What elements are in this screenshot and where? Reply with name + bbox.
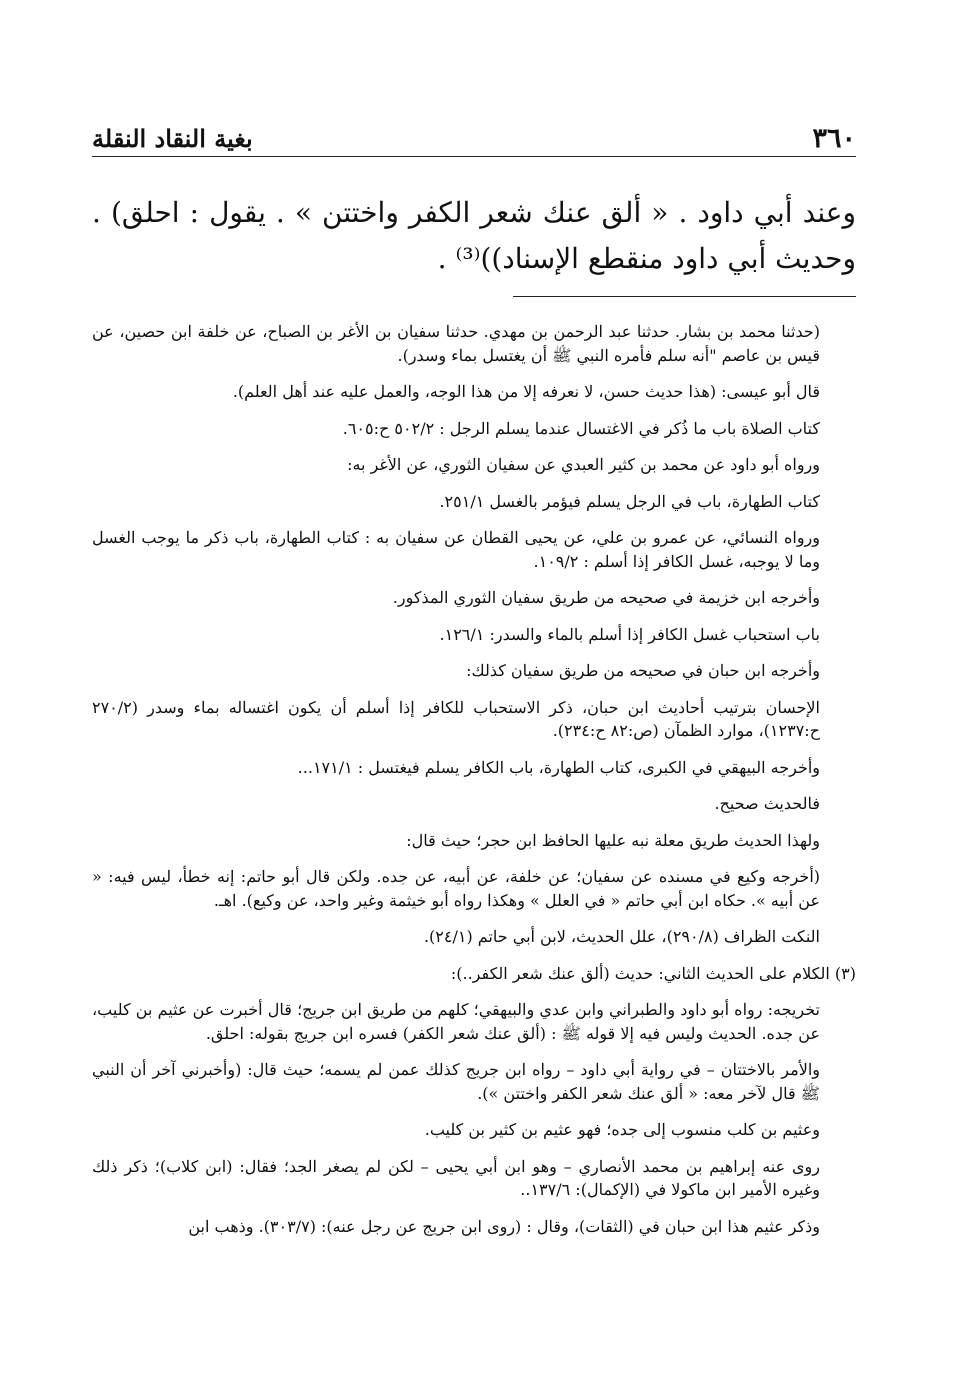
main-text: وعند أبي داود . « ألق عنك شعر الكفر واختتن » . يقول : احلق) . وحديث أبي داود منقطع الإسناد))⁽³⁾ . (92, 196, 856, 275)
footnote-paragraph: (أخرجه وكيع في مسنده عن سفيان؛ عن خلفة، عن أبيه، عن جده. ولكن قال أبو حاتم: إنه خطأ، ليس فيه: « عن أبيه ». حكاه ابن أبي حاتم « في العلل » وهكذا رواه أبو خيثمة وغير واحد، عن وكيع). اهـ. (92, 867, 821, 910)
footnote-paragraph: النكت الظراف (٢٩٠/٨)، علل الحديث، لابن أبي حاتم (٢٤/١). (423, 927, 820, 946)
footnote-paragraph: وذكر عثيم هذا ابن حبان في (الثقات)، وقال : (روى ابن جريج عن رجل عنه): (٣٠٣/٧). وذهب ابن (188, 1216, 820, 1236)
footnote-paragraph: وعثيم بن كلب منسوب إلى جده؛ فهو عثيم بن كثير بن كليب. (424, 1120, 820, 1139)
footnote-paragraph: تخريجه: رواه أبو داود والطبراني وابن عدي والبيهقي؛ كلهم من طريق ابن جريج؛ قال أخبرت عن عثيم بن كليب، عن جده. الحديث وليس فيه إلا قوله ﷺ : (ألق عنك شعر الكفر) فسره ابن جريج بقوله: احلق. (92, 1000, 820, 1043)
footnote-separator (513, 296, 856, 297)
footnote-paragraph: روى عنه إبراهيم بن محمد الأنصاري – وهو ابن أبي يحيى – لكن لم يصغر الجد؛ فقال: (ابن كلاب)؛ ذكر ذلك وغيره الأمير ابن ماكولا في (الإكمال): ١٣٧/٦.. (92, 1156, 820, 1199)
footnote-paragraph: الإحسان بترتيب أحاديث ابن حبان، ذكر الاستحباب للكافر إذا أسلم أن يكون اغتساله بماء وسدر (٢٧٠/٢ ح:١٢٣٧)، موارد الظمآن (ص:٨٢ ح:٢٣٤). (92, 697, 820, 740)
footnote-paragraph: وأخرجه البيهقي في الكبرى، كتاب الطهارة، باب الكافر يسلم فيغتسل : ١٧١/١... (297, 757, 820, 777)
footnote-paragraph: كتاب الصلاة باب ما ذُكر في الاغتسال عندما يسلم الرجل : ٥٠٢/٢ ح:٦٠٥. (342, 418, 820, 438)
footnote-paragraph: والأمر بالاختتان – في رواية أبي داود – رواه ابن جريج كذلك عمن لم يسمه؛ حيث قال: (وأخبرني آخر أن النبي ﷺ قال لآخر معه: « ألق عنك شعر الكفر واختتن »). (92, 1060, 820, 1103)
page-number: ٣٦٠ (812, 123, 856, 154)
page-header (92, 116, 856, 157)
footnote-paragraph: كتاب الطهارة، باب في الرجل يسلم فيؤمر بالغسل ٢٥١/١. (439, 491, 820, 511)
footnote-3-heading: الكلام على الحديث الثاني: حديث (ألق عنك شعر الكفر..): (450, 963, 830, 983)
footnote-paragraph: وأخرجه ابن حبان في صحيحه من طريق سفيان كذلك: (466, 661, 820, 680)
footnote-paragraph: ورواه النسائي، عن عمرو بن علي، عن يحيى القطان عن سفيان به : كتاب الطهارة، باب ذكر ما يوجب الغسل وما لا يوجبه، غسل الكافر إذا أسلم : ١٠٩/٢. (92, 528, 820, 571)
footnote-paragraph: ولهذا الحديث طريق معلة نبه عليها الحافظ ابن حجر؛ حيث قال: (406, 830, 820, 850)
footnote-paragraph: وأخرجه ابن خزيمة في صحيحه من طريق سفيان الثوري المذكور. (392, 588, 820, 607)
footnote-paragraph: فالحديث صحيح. (714, 794, 820, 813)
footnote-paragraph: قال أبو عيسى: (هذا حديث حسن، لا نعرفه إلا من هذا الوجه، والعمل عليه عند أهل العلم). (232, 382, 820, 401)
footnotes (92, 320, 856, 1238)
footnote-paragraph: باب استحباب غسل الكافر إذا أسلم بالماء والسدر: ١٢٦/١. (439, 624, 820, 644)
footnote-paragraph: (حدثنا محمد بن بشار. حدثنا عبد الرحمن بن مهدي. حدثنا سفيان بن الأغر بن الصباح، عن خلفة ابن حصين، عن قيس بن عاصم "أنه سلم فأمره النبي ﷺ أن يغتسل بماء وسدر). (92, 322, 820, 365)
footnote-marker: (٣) (834, 963, 856, 983)
running-title: بغية النقاد النقلة (92, 124, 253, 153)
footnote-3 (92, 962, 856, 986)
footnote-paragraph: ورواه أبو داود عن محمد بن كثير العبدي عن سفيان الثوري، عن الأغر به: (347, 455, 820, 474)
